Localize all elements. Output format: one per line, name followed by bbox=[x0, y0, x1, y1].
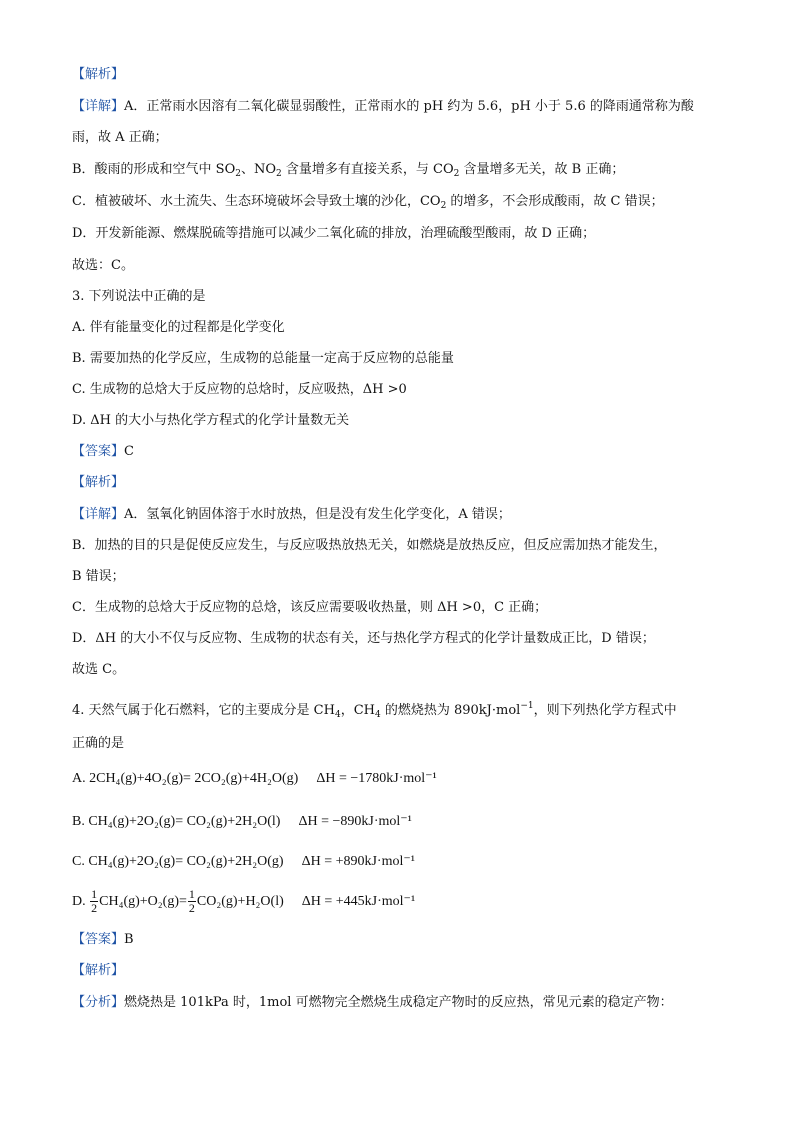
question-3-detail-d: D．ΔH 的大小不仅与反应物、生成物的状态有关，还与热化学方程式的化学计量数成正比，D 错误； bbox=[72, 631, 655, 646]
delta-h-a: ΔH = −1780kJ·mol⁻¹ bbox=[316, 771, 437, 786]
question-3-choice: 故选 C。 bbox=[72, 662, 126, 677]
question-3-detail-a: 【详解】A．氢氧化钠固体溶于水时放热，但是没有发生化学变化，A 错误； bbox=[72, 507, 511, 522]
fenxi-label: 【分析】 bbox=[72, 995, 125, 1010]
detail-text-a1: A．正常雨水因溶有二氧化碳显弱酸性，正常雨水的 pH 约为 5.6，pH 小于 5.6 的降雨通常称为酸 bbox=[124, 99, 694, 114]
fraction-half: $\frac{1}{2}$ bbox=[188, 887, 195, 916]
question-3-detail-b2: B 错误； bbox=[72, 569, 125, 584]
question-3-stem: 3. 下列说法中正确的是 bbox=[72, 289, 206, 304]
question-4-answer bbox=[72, 931, 134, 949]
detail-text-a2: 雨，故 A 正确； bbox=[72, 130, 168, 145]
delta-h-b: ΔH = −890kJ·mol⁻¹ bbox=[298, 814, 412, 829]
question-4-option-a bbox=[72, 770, 437, 788]
detail-label: 【详解】 bbox=[72, 99, 125, 114]
question-3-option-b: B. 需要加热的化学反应，生成物的总能量一定高于反应物的总能量 bbox=[72, 351, 454, 366]
delta-h-c: ΔH = +890kJ·mol⁻¹ bbox=[301, 854, 415, 869]
delta-h-d: ΔH = +445kJ·mol⁻¹ bbox=[301, 894, 416, 909]
question-3-option-c: C. 生成物的总焓大于反应物的总焓时，反应吸热，ΔH >0 bbox=[72, 382, 407, 397]
question-3-detail-b1: B．加热的目的只是促使反应发生，与反应吸热放热无关，如燃烧是放热反应，但反应需加热才能发生， bbox=[72, 538, 667, 553]
question-3-answer bbox=[72, 443, 134, 461]
analysis-label: 【解析】 bbox=[72, 475, 125, 490]
answer-value: C bbox=[124, 444, 134, 459]
detail-label: 【详解】 bbox=[72, 507, 125, 522]
detail-text-d: D．开发新能源、燃煤脱硫等措施可以减少二氧化硫的排放，治理硫酸型酸雨，故 D 正确； bbox=[72, 226, 596, 241]
question-3-option-a: A. 伴有能量变化的过程都是化学变化 bbox=[72, 320, 285, 335]
question-4-option-b bbox=[72, 813, 412, 831]
fraction-half: $\frac{1}{2}$ bbox=[91, 887, 98, 916]
equation-a: A. 2CH₄(g)+4O₂(g)= 2CO₂(g)+4H₂O(g) bbox=[72, 771, 299, 786]
answer-value: B bbox=[124, 932, 134, 947]
question-4-stem: 4. 天然气属于化石燃料，它的主要成分是 $CH_4$，$CH_4$ 的燃烧热为 890kJ·mol$^{-1}$，则下列热化学方程式中 bbox=[72, 701, 677, 720]
question-3-option-d: D. ΔH 的大小与热化学方程式的化学计量数无关 bbox=[72, 413, 350, 428]
detail-text-c: C．植被破坏、水土流失、生态环境破坏会导致土壤的沙化，$CO_2$ 的增多，不会形成酸雨，故 C 错误； bbox=[72, 194, 664, 211]
equation-c: C. CH₄(g)+2O₂(g)= CO₂(g)+2H₂O(g) bbox=[72, 854, 284, 869]
analysis-label: 【解析】 bbox=[72, 67, 125, 82]
question-4-stem-2: 正确的是 bbox=[72, 736, 125, 751]
question-4-fenxi: 【分析】燃烧热是 101kPa 时，1mol 可燃物完全燃烧生成稳定产物时的反应热，常见元素的稳定产物： bbox=[72, 995, 673, 1010]
detail-text-b: B．酸雨的形成和空气中 $SO_2$、$NO_2$ 含量增多有直接关系，与 $CO_2$ 含量增多无关，故 B 正确； bbox=[72, 162, 625, 179]
answer-label: 【答案】 bbox=[72, 444, 125, 459]
equation-b: B. CH₄(g)+2O₂(g)= CO₂(g)+2H₂O(l) bbox=[72, 814, 281, 829]
question-4-option-d: D. $\frac{1}{2}$ CH₄(g)+O₂(g)= $\frac{1}{2}$ CO₂(g)+H₂O(l) ΔH = +445kJ·mol⁻¹ bbox=[72, 887, 416, 916]
analysis-label: 【解析】 bbox=[72, 963, 125, 978]
question-3-detail-c: C．生成物的总焓大于反应物的总焓，该反应需要吸收热量，则 ΔH >0，C 正确； bbox=[72, 600, 548, 615]
question-4-option-c bbox=[72, 853, 415, 871]
answer-label: 【答案】 bbox=[72, 932, 125, 947]
choice-text: 故选：C。 bbox=[72, 258, 134, 273]
detail-paragraph bbox=[72, 98, 694, 116]
